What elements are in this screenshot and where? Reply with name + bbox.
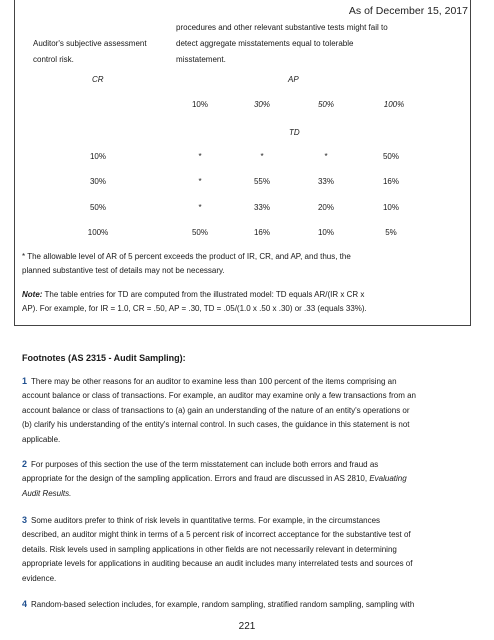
footnote-line: account balance or class of transactions to (a) gain an understanding of the nature of an entity's operations or bbox=[22, 405, 410, 415]
table-cell: * bbox=[198, 152, 202, 161]
footnote-citation: Evaluating bbox=[369, 474, 407, 484]
ap-header: 50% bbox=[317, 100, 334, 109]
footnote-line: Some auditors prefer to think of risk levels in quantitative terms. For example, in the circumstances bbox=[31, 516, 381, 525]
table-footnote-line: * The allowable level of AR of 5 percent exceeds the product of IR, CR, and AP, and thus, the bbox=[22, 252, 351, 261]
footnote-line: account balance or class of transactions. For example, an auditor may examine only a few transactions from an bbox=[22, 391, 416, 401]
table-note bbox=[22, 288, 462, 316]
table-cell: 20% bbox=[317, 203, 334, 212]
cr-row-label: 30% bbox=[89, 177, 106, 186]
footnote-citation: Audit Results. bbox=[22, 488, 72, 498]
cr-row-label: 10% bbox=[89, 152, 106, 161]
footnote-line: described, an auditor might think in terms of a 5 percent risk of incorrect acceptance for the substantive test of bbox=[22, 530, 411, 540]
table-footnote bbox=[22, 250, 462, 278]
table-cell: * bbox=[198, 203, 202, 212]
table-cell: * bbox=[198, 177, 202, 186]
cr-label: CR bbox=[92, 75, 104, 84]
table-cell: 5% bbox=[385, 228, 397, 237]
footnote-line: details. Risk levels used in sampling applications in other fields are not necessarily relevant in determining bbox=[22, 544, 397, 554]
note-label: Note: bbox=[22, 290, 43, 299]
table-right-text-2: detect aggregate misstatements equal to tolerable bbox=[176, 39, 354, 48]
footnote-line: appropriate levels for applications in auditing because an audit includes many interrelated tests and sources of bbox=[22, 559, 413, 569]
footnote-1 bbox=[22, 373, 470, 447]
table-cell: 33% bbox=[253, 203, 270, 212]
table-right-text-3: misstatement. bbox=[176, 55, 226, 64]
ap-header: 30% bbox=[253, 100, 270, 109]
table-cell: 33% bbox=[317, 177, 334, 186]
table-cell: 55% bbox=[253, 177, 270, 186]
td-label: TD bbox=[289, 128, 300, 137]
table-cell: 16% bbox=[382, 177, 399, 186]
cr-row-label: 50% bbox=[89, 203, 106, 212]
table-footnote-line: planned substantive test of details may not be necessary. bbox=[22, 266, 225, 275]
footnote-number[interactable]: 3 bbox=[22, 515, 28, 525]
footnote-line: appropriate for the design of the sampling application. Errors and fraud are discussed in AS 2810, bbox=[22, 474, 370, 484]
note-text: The table entries for TD are computed from the illustrated model: TD equals AR/(IR x CR x bbox=[42, 290, 365, 299]
footnotes-title: Footnotes (AS 2315 - Audit Sampling): bbox=[22, 353, 186, 363]
footnote-line: Random-based selection includes, for example, random sampling, stratified random sampling, sampling with bbox=[31, 600, 415, 609]
footnote-line: There may be other reasons for an auditor to examine less than 100 percent of the items comprising an bbox=[31, 377, 397, 386]
footnote-3 bbox=[22, 512, 470, 586]
table-cell: 10% bbox=[382, 203, 399, 212]
table-cell: 10% bbox=[317, 228, 334, 237]
table-note-line: AP). For example, for IR = 1.0, CR = .50, AP = .30, TD = .05/(1.0 x .50 x .30) or .33 (equals 33%). bbox=[22, 304, 367, 313]
table-note-line bbox=[22, 288, 462, 302]
table-cell: 16% bbox=[253, 228, 270, 237]
ap-header: 10% bbox=[191, 100, 208, 109]
footnote-2 bbox=[22, 456, 470, 501]
footnote-number[interactable]: 1 bbox=[22, 376, 28, 386]
cr-row-label: 100% bbox=[87, 228, 109, 237]
footnote-number[interactable]: 2 bbox=[22, 459, 28, 469]
table-cell: 50% bbox=[382, 152, 399, 161]
table-cell: * bbox=[260, 152, 264, 161]
footnote-line: evidence. bbox=[22, 573, 57, 583]
table-cell: 50% bbox=[191, 228, 208, 237]
table-left-text-2: control risk. bbox=[33, 55, 74, 64]
footnote-line: applicable. bbox=[22, 434, 61, 444]
table-left-text-1: Auditor's subjective assessment bbox=[33, 39, 147, 48]
page-number: 221 bbox=[238, 621, 256, 632]
footnote-line: For purposes of this section the use of the term misstatement can include both errors and fraud as bbox=[31, 460, 379, 469]
footnote-line: (b) clarify his understanding of the entity's internal control. In such cases, the guidance in this statement is not bbox=[22, 420, 410, 430]
table-cell: * bbox=[324, 152, 328, 161]
ap-header: 100% bbox=[383, 100, 405, 109]
ap-label: AP bbox=[288, 75, 299, 84]
footnote-4 bbox=[22, 596, 470, 612]
page-header-date: As of December 15, 2017 bbox=[348, 5, 468, 17]
table-right-text-1: procedures and other relevant substantive tests might fail to bbox=[176, 23, 388, 32]
footnote-number[interactable]: 4 bbox=[22, 599, 28, 609]
